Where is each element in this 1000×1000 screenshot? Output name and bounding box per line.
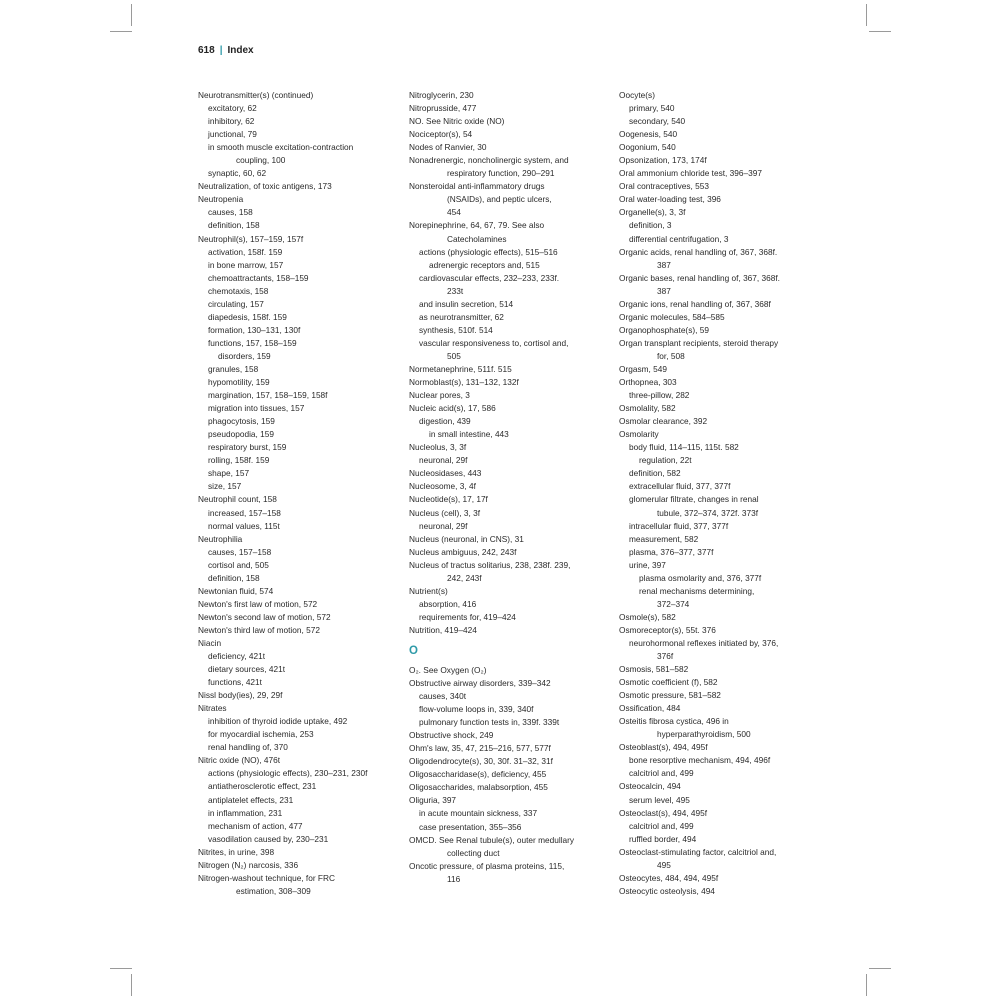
- index-entry: Nitrites, in urine, 398: [198, 846, 275, 857]
- index-entry: Nitrogen (N₂) narcosis, 336: [198, 859, 299, 870]
- index-entry: case presentation, 355–356: [419, 821, 522, 832]
- index-entry: mechanism of action, 477: [208, 820, 303, 831]
- index-entry: cardiovascular effects, 232–233, 233f.: [419, 272, 560, 283]
- index-entry-continuation: estimation, 308–309: [236, 885, 311, 896]
- index-entry: Nitrates: [198, 703, 227, 714]
- index-entry: Oral contraceptives, 553: [619, 181, 709, 192]
- crop-mark: [131, 4, 132, 26]
- index-entry-continuation: 242, 243f: [447, 572, 482, 583]
- index-entry: Nodes of Ranvier, 30: [409, 142, 487, 153]
- index-entry: Osteoclast-stimulating factor, calcitriol and,: [619, 846, 777, 857]
- index-entry: pseudopodia, 159: [208, 429, 274, 440]
- index-entry: disorders, 159: [218, 350, 271, 361]
- index-entry: functions, 421t: [208, 677, 262, 688]
- index-entry-continuation: tubule, 372–374, 372f. 373f: [657, 507, 759, 518]
- index-entry: Neutrophil(s), 157–159, 157f: [198, 233, 304, 244]
- index-entry: antiatherosclerotic effect, 231: [208, 781, 317, 792]
- index-entry: Nucleosome, 3, 4f: [409, 481, 476, 492]
- index-entry: Nucleic acid(s), 17, 586: [409, 403, 496, 414]
- index-entry: Oogonium, 540: [619, 142, 676, 153]
- index-entry: Osmolar clearance, 392: [619, 416, 708, 427]
- index-entry: Osmolarity: [619, 429, 659, 440]
- index-entry: phagocytosis, 159: [208, 416, 275, 427]
- index-entry: intracellular fluid, 377, 377f: [629, 520, 729, 531]
- index-entry: Normetanephrine, 511f. 515: [409, 363, 512, 374]
- index-entry: pulmonary function tests in, 339f. 339t: [419, 717, 560, 728]
- index-entry: granules, 158: [208, 363, 259, 374]
- index-entry: Neutrophilia: [198, 533, 243, 544]
- index-entry-continuation: hyperparathyroidism, 500: [657, 729, 751, 740]
- index-entry: Osmosis, 581–582: [619, 664, 689, 675]
- index-entry: Niacin: [198, 637, 222, 648]
- index-entry: glomerular filtrate, changes in renal: [629, 494, 759, 505]
- index-column-3: [619, 89, 819, 898]
- index-entry: Organelle(s), 3, 3f: [619, 207, 686, 218]
- index-entry: requirements for, 419–424: [419, 611, 516, 622]
- index-entry-continuation: for, 508: [657, 350, 685, 361]
- index-entry-continuation: collecting duct: [447, 847, 500, 858]
- index-entry: Ossification, 484: [619, 703, 681, 714]
- section-letter: O: [409, 644, 418, 657]
- index-entry: Neutralization, of toxic antigens, 173: [198, 181, 332, 192]
- index-entry: plasma osmolarity and, 376, 377f: [639, 572, 762, 583]
- index-entry: in bone marrow, 157: [208, 259, 284, 270]
- index-entry: Oligodendrocyte(s), 30, 30f. 31–32, 31f: [409, 756, 553, 767]
- index-entry: deficiency, 421t: [208, 651, 266, 662]
- crop-mark: [869, 968, 891, 969]
- index-entry: renal handling of, 370: [208, 742, 288, 753]
- page-number: 618: [198, 45, 215, 56]
- index-entry: Newton's third law of motion, 572: [198, 624, 320, 635]
- index-entry: Organophosphate(s), 59: [619, 324, 709, 335]
- index-entry-continuation: 116: [447, 873, 461, 884]
- index-entry: Nutrition, 419–424: [409, 624, 477, 635]
- index-entry: inhibitory, 62: [208, 116, 255, 127]
- index-entry: causes, 158: [208, 207, 253, 218]
- index-entry: shape, 157: [208, 468, 250, 479]
- index-entry-continuation: 505: [447, 350, 461, 361]
- index-entry: antiplatelet effects, 231: [208, 794, 294, 805]
- index-entry: Organic acids, renal handling of, 367, 368f.: [619, 246, 778, 257]
- index-entry: Organic ions, renal handling of, 367, 368f: [619, 298, 771, 309]
- index-entry: Osteoclast(s), 494, 495f: [619, 807, 708, 818]
- index-entry: Organic molecules, 584–585: [619, 311, 725, 322]
- index-entry: Osmole(s), 582: [619, 611, 676, 622]
- index-entry: Oncotic pressure, of plasma proteins, 115,: [409, 860, 565, 871]
- index-entry: Oral ammonium chloride test, 396–397: [619, 168, 762, 179]
- index-entry: synthesis, 510f. 514: [419, 324, 493, 335]
- index-entry: Obstructive airway disorders, 339–342: [409, 678, 551, 689]
- index-entry: Normoblast(s), 131–132, 132f: [409, 377, 519, 388]
- index-entry: serum level, 495: [629, 794, 690, 805]
- index-entry-continuation: Catecholamines: [447, 233, 507, 244]
- index-entry: vascular responsiveness to, cortisol and,: [419, 337, 569, 348]
- index-entry: and insulin secretion, 514: [419, 298, 514, 309]
- crop-mark: [869, 31, 891, 32]
- index-entry: increased, 157–158: [208, 507, 281, 518]
- index-entry: Osteocytic osteolysis, 494: [619, 885, 715, 896]
- index-entry: body fluid, 114–115, 115t. 582: [629, 442, 739, 453]
- index-entry: Nutrient(s): [409, 585, 448, 596]
- index-entry: Osmoreceptor(s), 55t. 376: [619, 624, 716, 635]
- index-entry: margination, 157, 158–159, 158f: [208, 390, 328, 401]
- index-entry: actions (physiologic effects), 515–516: [419, 246, 558, 257]
- index-entry: adrenergic receptors and, 515: [429, 259, 540, 270]
- index-entry: Nucleus (cell), 3, 3f: [409, 507, 481, 518]
- index-entry: Orthopnea, 303: [619, 377, 677, 388]
- index-entry-continuation: 495: [657, 859, 671, 870]
- index-entry: Osmotic pressure, 581–582: [619, 690, 721, 701]
- index-entry: calcitriol and, 499: [629, 768, 694, 779]
- index-entry: Osmotic coefficient (f), 582: [619, 677, 718, 688]
- index-entry: Oral water-loading test, 396: [619, 194, 721, 205]
- index-entry: hypomotility, 159: [208, 377, 270, 388]
- index-entry: NO. See Nitric oxide (NO): [409, 116, 505, 127]
- index-entry: Norepinephrine, 64, 67, 79. See also: [409, 220, 545, 231]
- index-column-1: [198, 89, 398, 898]
- header-separator: |: [219, 45, 223, 56]
- index-entry-continuation: 372–374: [657, 598, 690, 609]
- index-entry: absorption, 416: [419, 598, 477, 609]
- index-entry: Oligosaccharides, malabsorption, 455: [409, 782, 548, 793]
- index-entry: Nitric oxide (NO), 476t: [198, 755, 281, 766]
- index-entry: Opsonization, 173, 174f: [619, 155, 707, 166]
- index-entry-continuation: 233t: [447, 285, 464, 296]
- index-entry: Nitrogen-washout technique, for FRC: [198, 872, 335, 883]
- section-title: Index: [227, 45, 254, 56]
- index-entry: Oliguria, 397: [409, 795, 457, 806]
- index-entry-continuation: (NSAIDs), and peptic ulcers,: [447, 194, 552, 205]
- index-entry: Osteoblast(s), 494, 495f: [619, 742, 708, 753]
- index-entry: measurement, 582: [629, 533, 699, 544]
- index-entry: migration into tissues, 157: [208, 403, 305, 414]
- index-entry: Neutropenia: [198, 194, 244, 205]
- index-entry: primary, 540: [629, 103, 675, 114]
- index-entry: definition, 158: [208, 572, 260, 583]
- index-entry: Obstructive shock, 249: [409, 730, 494, 741]
- index-entry: secondary, 540: [629, 116, 686, 127]
- index-entry: formation, 130–131, 130f: [208, 324, 301, 335]
- index-entry: Nucleus ambiguus, 242, 243f: [409, 546, 517, 557]
- index-entry: diapedesis, 158f. 159: [208, 311, 287, 322]
- index-entry: synaptic, 60, 62: [208, 168, 267, 179]
- index-entry: inhibition of thyroid iodide uptake, 492: [208, 716, 348, 727]
- index-entry: Nucleotide(s), 17, 17f: [409, 494, 488, 505]
- index-entry: differential centrifugation, 3: [629, 233, 729, 244]
- index-entry-continuation: 387: [657, 259, 671, 270]
- index-entry: in acute mountain sickness, 337: [419, 808, 538, 819]
- index-entry: bone resorptive mechanism, 494, 496f: [629, 755, 771, 766]
- index-entry: vasodilation caused by, 230–231: [208, 833, 329, 844]
- index-entry: digestion, 439: [419, 416, 471, 427]
- index-entry: plasma, 376–377, 377f: [629, 546, 714, 557]
- index-entry: Nociceptor(s), 54: [409, 129, 473, 140]
- crop-mark: [866, 4, 867, 26]
- index-entry: extracellular fluid, 377, 377f: [629, 481, 731, 492]
- index-entry: Oogenesis, 540: [619, 129, 678, 140]
- index-entry: Nucleosidases, 443: [409, 468, 482, 479]
- index-entry: Nitroprusside, 477: [409, 103, 477, 114]
- index-entry: Nuclear pores, 3: [409, 390, 470, 401]
- index-entry: three-pillow, 282: [629, 390, 690, 401]
- index-entry: activation, 158f. 159: [208, 246, 283, 257]
- index-entry: OMCD. See Renal tubule(s), outer medullary: [409, 834, 575, 845]
- index-entry: Organ transplant recipients, steroid therapy: [619, 337, 779, 348]
- index-entry: Neurotransmitter(s) (continued): [198, 90, 314, 100]
- index-entry: Neutrophil count, 158: [198, 494, 277, 505]
- index-entry: Oocyte(s): [619, 90, 655, 100]
- index-entry-continuation: 454: [447, 207, 461, 218]
- index-entry: chemotaxis, 158: [208, 285, 269, 296]
- index-entry: Newton's first law of motion, 572: [198, 598, 318, 609]
- index-entry-continuation: 376f: [657, 651, 674, 662]
- index-entry: chemoattractants, 158–159: [208, 272, 309, 283]
- index-entry: as neurotransmitter, 62: [419, 311, 504, 322]
- index-entry: junctional, 79: [208, 129, 257, 140]
- index-entry: definition, 158: [208, 220, 260, 231]
- index-entry: rolling, 158f. 159: [208, 455, 270, 466]
- index-entry: causes, 340t: [419, 691, 467, 702]
- index-entry-continuation: coupling, 100: [236, 155, 286, 166]
- index-entry: neurohormonal reflexes initiated by, 376,: [629, 637, 779, 648]
- index-entry: Nucleus (neuronal, in CNS), 31: [409, 533, 524, 544]
- index-entry: in small intestine, 443: [429, 429, 509, 440]
- index-entry: O₂. See Oxygen (O₂): [409, 664, 487, 675]
- index-entry: regulation, 22t: [639, 455, 692, 466]
- index-entry: definition, 582: [629, 468, 681, 479]
- index-entry: Nonsteroidal anti-inflammatory drugs: [409, 181, 545, 192]
- crop-mark: [110, 968, 132, 969]
- index-entry: Ohm's law, 35, 47, 215–216, 577, 577f: [409, 743, 551, 754]
- index-entry: Newtonian fluid, 574: [198, 585, 274, 596]
- index-entry: Osteitis fibrosa cystica, 496 in: [619, 716, 729, 727]
- index-entry: neuronal, 29f: [419, 520, 468, 531]
- index-entry-continuation: respiratory function, 290–291: [447, 168, 555, 179]
- crop-mark: [131, 974, 132, 996]
- index-entry: Osmolality, 582: [619, 403, 676, 414]
- index-entry: normal values, 115t: [208, 520, 280, 531]
- index-entry: size, 157: [208, 481, 242, 492]
- index-entry: Osteocytes, 484, 494, 495f: [619, 872, 719, 883]
- index-entry: for myocardial ischemia, 253: [208, 729, 314, 740]
- index-entry: definition, 3: [629, 220, 672, 231]
- index-entry: in smooth muscle excitation-contraction: [208, 142, 354, 153]
- running-header: [198, 45, 254, 56]
- index-entry: Newton's second law of motion, 572: [198, 611, 331, 622]
- index-entry: respiratory burst, 159: [208, 442, 287, 453]
- index-entry: urine, 397: [629, 559, 666, 570]
- index-entry: Organic bases, renal handling of, 367, 368f.: [619, 272, 780, 283]
- crop-mark: [110, 31, 132, 32]
- index-entry: renal mechanisms determining,: [639, 585, 755, 596]
- index-entry: Nucleus of tractus solitarius, 238, 238f. 239,: [409, 559, 571, 570]
- index-entry: ruffled border, 494: [629, 833, 697, 844]
- index-entry: Orgasm, 549: [619, 363, 667, 374]
- index-entry: Nitroglycerin, 230: [409, 90, 474, 100]
- index-entry: neuronal, 29f: [419, 455, 468, 466]
- index-entry: in inflammation, 231: [208, 807, 283, 818]
- index-entry: cortisol and, 505: [208, 559, 269, 570]
- index-entry: causes, 157–158: [208, 546, 272, 557]
- index-entry: excitatory, 62: [208, 103, 257, 114]
- index-entry: flow-volume loops in, 339, 340f: [419, 704, 534, 715]
- index-entry: Oligosaccharidase(s), deficiency, 455: [409, 769, 547, 780]
- index-entry: circulating, 157: [208, 298, 264, 309]
- index-entry: functions, 157, 158–159: [208, 337, 297, 348]
- index-entry: calcitriol and, 499: [629, 820, 694, 831]
- index-entry: actions (physiologic effects), 230–231, 230f: [208, 768, 368, 779]
- index-column-2: [409, 89, 609, 886]
- crop-mark: [866, 974, 867, 996]
- index-entry-continuation: 387: [657, 285, 671, 296]
- index-entry: dietary sources, 421t: [208, 664, 286, 675]
- index-entry: Nonadrenergic, noncholinergic system, and: [409, 155, 569, 166]
- index-entry: Nissl body(ies), 29, 29f: [198, 690, 283, 701]
- index-entry: Nucleolus, 3, 3f: [409, 442, 467, 453]
- index-entry: Osteocalcin, 494: [619, 781, 681, 792]
